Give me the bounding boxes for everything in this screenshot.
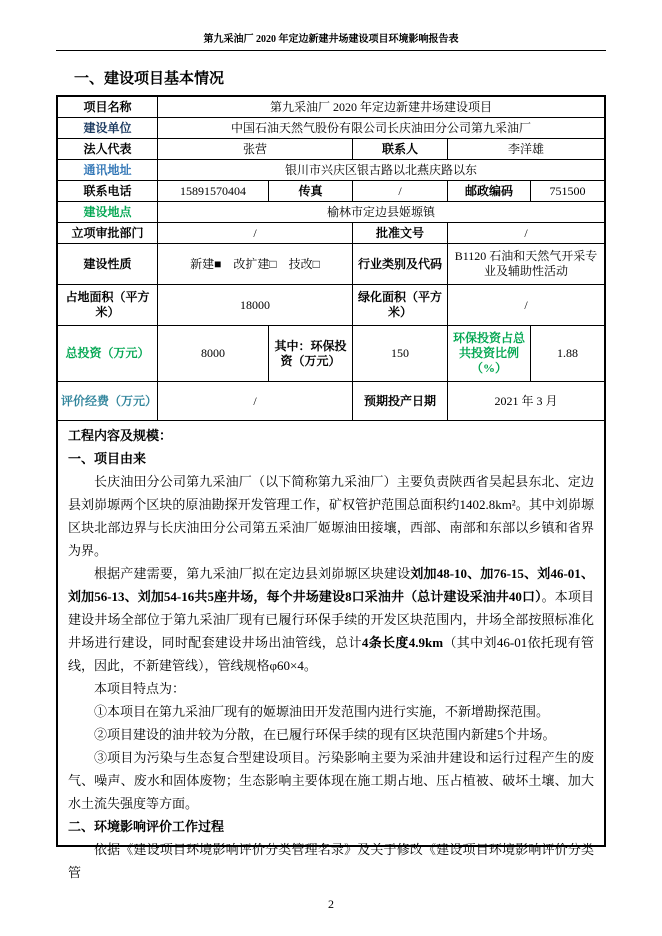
project-name-value: 第九采油厂 2020 年定边新建井场建设项目 — [158, 97, 604, 118]
location-value: 榆林市定边县姬塬镇 — [158, 202, 604, 223]
section-title: 一、建设项目基本情况 — [74, 71, 225, 87]
postcode-label: 邮政编码 — [448, 181, 531, 202]
text-segment: 根据产建需要，第九采油厂拟在定边县刘峁塬区块建设 — [94, 566, 411, 581]
paragraph-eia-basis: 依据《建设项目环境影响评价分类管理名录》及关于修改《建设项目环境影响评价分类管 — [68, 842, 594, 880]
industry-label: 行业类别及代码 — [353, 244, 448, 285]
legal-rep-label: 法人代表 — [58, 139, 158, 160]
row-project-name — [58, 97, 604, 118]
scale-section-label: 工程内容及规模： — [68, 428, 173, 443]
legal-rep-value: 张营 — [158, 139, 353, 160]
location-label: 建设地点 — [58, 202, 158, 223]
contact-label: 联系人 — [353, 139, 448, 160]
eval-cost-value: / — [158, 382, 353, 421]
env-ratio-value: 1.88 — [531, 326, 604, 382]
paragraph-feature-1: ①本项目在第九采油厂现有的姬塬油田开发范围内进行实施，不新增勘探范围。 — [94, 704, 550, 719]
production-date-value: 2021 年 3 月 — [448, 382, 604, 421]
paragraph-feature-2: ②项目建设的油井较为分散，在已履行环保手续的现有区块范围内新建5个井场。 — [94, 727, 556, 742]
eval-cost-label: 评价经费（万元） — [58, 382, 158, 421]
paragraph-feature-3: ③项目为污染与生态复合型建设项目。污染影响主要为采油井建设和运行过程产生的废气、噪声、废水和固体废物；生态影响主要体现在施工期占地、压占植被、破坏土壤、加大水土流失强度等方面。 — [68, 750, 594, 811]
nature-value: 新建■ 改扩建□ 技改□ — [158, 244, 353, 285]
phone-label: 联系电话 — [58, 181, 158, 202]
total-investment-label: 总投资（万元） — [58, 326, 158, 382]
text-segment-bold-pipeline: 4条长度4.9km — [361, 635, 444, 650]
nature-label: 建设性质 — [58, 244, 158, 285]
address-value: 银川市兴庆区银古路以北燕庆路以东 — [158, 160, 604, 181]
env-investment-value: 150 — [353, 326, 448, 382]
env-ratio-label: 环保投资占总共投资比例（%） — [448, 326, 531, 382]
phone-value: 15891570404 — [158, 181, 269, 202]
project-info-table — [56, 95, 606, 880]
approval-dept-label: 立项审批部门 — [58, 223, 158, 244]
row-build-unit — [58, 118, 604, 139]
fax-value: / — [353, 181, 448, 202]
document-body — [56, 67, 606, 880]
page-header — [56, 0, 606, 51]
text-segment-bold-wells: 刘加48-10、加76-15、刘46-01、刘加56-13、刘加54-16共5座井场，每个井场建设8口采油井（总计建设采油井40口） — [68, 566, 594, 604]
green-area-value: / — [448, 285, 604, 326]
header-title: 第九采油厂 2020 年定边新建井场建设项目环境影响报告表 — [56, 30, 606, 51]
land-area-label: 占地面积（平方米） — [58, 285, 158, 326]
approval-doc-label: 批准文号 — [353, 223, 448, 244]
production-date-label: 预期投产日期 — [353, 382, 448, 421]
green-area-label: 绿化面积（平方米） — [353, 285, 448, 326]
project-name-label: 项目名称 — [58, 97, 158, 118]
text-segment: （其中刘46-01依托现有管线，因此，不新建管线），管线规格φ60×4。 — [68, 635, 594, 673]
row-legal-rep — [58, 139, 604, 160]
row-eval-cost — [58, 382, 604, 421]
text-segment: 。本项目建设井场全部位于第九采油厂现有已履行环保手续的开发区块范围内，井场全部按照标准化井场进行建设，同时配套建设井场出油管线，总计 — [68, 589, 594, 650]
row-location — [58, 202, 604, 223]
build-unit-label: 建设单位 — [58, 118, 158, 139]
row-phone — [58, 181, 604, 202]
industry-value: B1120 石油和天然气开采专业及辅助性活动 — [448, 244, 604, 285]
content-heading-eia-process: 二、环境影响评价工作过程 — [68, 819, 225, 834]
total-investment-value: 8000 — [158, 326, 269, 382]
content-heading-origin: 一、项目由来 — [68, 451, 147, 466]
row-investment — [58, 326, 604, 382]
contact-value: 李洋雄 — [448, 139, 604, 160]
postcode-value: 751500 — [531, 181, 604, 202]
page-number: 2 — [328, 897, 334, 911]
paragraph-features-intro: 本项目特点为： — [94, 681, 186, 696]
land-area-value: 18000 — [158, 285, 353, 326]
paragraph-construction-plan — [68, 562, 594, 677]
project-content-cell — [58, 421, 604, 880]
paragraph-origin: 长庆油田分公司第九采油厂（以下简称第九采油厂）主要负责陕西省吴起县东北、定边县刘峁塬两个区块的原油勘探开发管理工作，矿权管护范围总面积约1402.8km²。其中刘峁塬区块北部边界与长庆油田分公司第五采油厂姬塬油田接壤，西部、南部和东部以乡镇和省界为界。 — [68, 474, 594, 558]
row-address — [58, 160, 604, 181]
approval-doc-value: / — [448, 223, 604, 244]
approval-dept-value: / — [158, 223, 353, 244]
env-investment-label: 其中：环保投资（万元） — [269, 326, 353, 382]
fax-label: 传真 — [269, 181, 353, 202]
row-land-area — [58, 285, 604, 326]
row-nature — [58, 244, 604, 285]
address-label: 通讯地址 — [58, 160, 158, 181]
row-approval — [58, 223, 604, 244]
build-unit-value: 中国石油天然气股份有限公司长庆油田分公司第九采油厂 — [158, 118, 604, 139]
